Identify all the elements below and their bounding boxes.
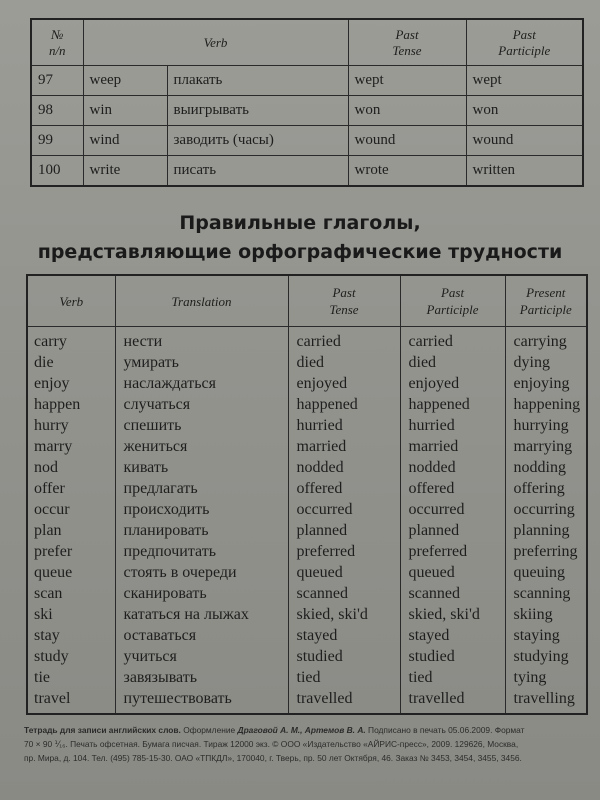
past-tense-cell: studied xyxy=(288,646,400,667)
section-title-line-2: представляющие орфографические трудности xyxy=(37,241,563,263)
translation-cell: учиться xyxy=(115,646,288,667)
past-tense-cell: wound xyxy=(348,126,466,156)
past-participle-cell: queued xyxy=(400,562,505,583)
verb-cell: win xyxy=(83,96,167,126)
past-tense-cell: won xyxy=(348,96,466,126)
verb-cell: carry xyxy=(34,333,67,350)
translation-cell: выигрывать xyxy=(167,96,348,126)
past-participle-cell: wound xyxy=(466,126,583,156)
past-participle-cell: wept xyxy=(466,66,583,96)
past-tense-cell: wrote xyxy=(348,156,466,187)
present-participle-cell: enjoying xyxy=(505,373,587,394)
past-tense-cell: tied xyxy=(288,667,400,688)
translation-cell: кататься на лыжах xyxy=(115,604,288,625)
past-tense-cell: carried xyxy=(288,327,400,353)
verb-cell: wind xyxy=(83,126,167,156)
verb-cell: offer xyxy=(34,480,65,497)
past-participle-cell: preferred xyxy=(400,541,505,562)
table-row xyxy=(27,646,587,667)
past-tense-cell: wept xyxy=(348,66,466,96)
translation-header: Translation xyxy=(115,275,288,327)
past-participle-cell: skied, ski'd xyxy=(400,604,505,625)
verb-cell: enjoy xyxy=(34,375,70,392)
table-row xyxy=(27,457,587,478)
past-tense-cell: hurried xyxy=(288,415,400,436)
table-row xyxy=(27,667,587,688)
translation-cell: стоять в очереди xyxy=(115,562,288,583)
imprint-line-1: Тетрадь для записи английских слов. Оформление Драговой А. М., Артемов В. А. Подписано в печать 05.06.2009. Формат xyxy=(24,725,525,735)
regular-verbs-table xyxy=(26,274,588,715)
row-number: 100 xyxy=(31,156,83,187)
present-participle-cell: hurrying xyxy=(505,415,587,436)
translation-cell: завязывать xyxy=(115,667,288,688)
verb-header: Verb xyxy=(27,275,115,327)
present-participle-cell: carrying xyxy=(505,327,587,353)
past-participle-cell: occurred xyxy=(400,499,505,520)
past-tense-cell: occurred xyxy=(288,499,400,520)
past-tense-cell: happened xyxy=(288,394,400,415)
translation-cell: оставаться xyxy=(115,625,288,646)
verb-cell: stay xyxy=(34,627,60,644)
past-tense-cell: stayed xyxy=(288,625,400,646)
table-header-row xyxy=(31,19,583,66)
verb-cell: tie xyxy=(34,669,50,686)
past-tense-cell: travelled xyxy=(288,688,400,714)
present-participle-cell: queuing xyxy=(505,562,587,583)
translation-cell: наслаждаться xyxy=(115,373,288,394)
translation-cell: кивать xyxy=(115,457,288,478)
imprint-line-3: пр. Мира, д. 104. Тел. (495) 785-15-30. ОАО «ТПКДЛ», 170040, г. Тверь, пр. 50 лет Октября, 46. Заказ № 3453, 3454, 3455, 3456. xyxy=(24,753,522,763)
past-tense-cell: planned xyxy=(288,520,400,541)
past-participle-cell: nodded xyxy=(400,457,505,478)
table-row xyxy=(27,562,587,583)
translation-cell: умирать xyxy=(115,352,288,373)
present-participle-cell: staying xyxy=(505,625,587,646)
past-participle-cell: studied xyxy=(400,646,505,667)
past-tense-cell: married xyxy=(288,436,400,457)
present-participle-cell: dying xyxy=(505,352,587,373)
past-participle-cell: scanned xyxy=(400,583,505,604)
past-participle-cell: married xyxy=(400,436,505,457)
past-participle-cell: happened xyxy=(400,394,505,415)
translation-cell: случаться xyxy=(115,394,288,415)
present-participle-cell: skiing xyxy=(505,604,587,625)
present-participle-cell: preferring xyxy=(505,541,587,562)
present-participle-cell: scanning xyxy=(505,583,587,604)
translation-cell: планировать xyxy=(115,520,288,541)
present-participle-cell: occurring xyxy=(505,499,587,520)
verb-cell: plan xyxy=(34,522,62,539)
row-number: 97 xyxy=(31,66,83,96)
table-row xyxy=(27,373,587,394)
present-participle-cell: travelling xyxy=(505,688,587,714)
past-participle-header: Past Participle xyxy=(400,275,505,327)
table-row xyxy=(27,352,587,373)
present-participle-cell: offering xyxy=(505,478,587,499)
table-row xyxy=(31,66,583,96)
verb-cell: travel xyxy=(34,690,71,707)
past-tense-cell: offered xyxy=(288,478,400,499)
verb-cell: study xyxy=(34,648,69,665)
table-row xyxy=(27,478,587,499)
verb-cell: hurry xyxy=(34,417,69,434)
translation-cell: сканировать xyxy=(115,583,288,604)
table-row xyxy=(27,415,587,436)
translation-cell: предпочитать xyxy=(115,541,288,562)
translation-cell: писать xyxy=(167,156,348,187)
verb-cell: queue xyxy=(34,564,73,581)
present-participle-cell: planning xyxy=(505,520,587,541)
verb-cell: happen xyxy=(34,396,81,413)
past-tense-cell: queued xyxy=(288,562,400,583)
past-participle-cell: stayed xyxy=(400,625,505,646)
table-row xyxy=(27,436,587,457)
present-participle-cell: tying xyxy=(505,667,587,688)
translation-cell: происходить xyxy=(115,499,288,520)
past-tense-cell: enjoyed xyxy=(288,373,400,394)
table-row xyxy=(27,327,587,353)
past-participle-cell: planned xyxy=(400,520,505,541)
table-header-row xyxy=(27,275,587,327)
number-header: № п/п xyxy=(31,19,83,66)
past-participle-header: Past Participle xyxy=(466,19,583,66)
past-participle-cell: carried xyxy=(400,327,505,353)
past-tense-header: Past Tense xyxy=(288,275,400,327)
table-row xyxy=(27,520,587,541)
present-participle-cell: studying xyxy=(505,646,587,667)
verb-cell: scan xyxy=(34,585,63,602)
past-participle-cell: hurried xyxy=(400,415,505,436)
translation-cell: предлагать xyxy=(115,478,288,499)
verb-cell: write xyxy=(83,156,167,187)
table-row xyxy=(27,604,587,625)
table-row xyxy=(27,583,587,604)
verb-cell: nod xyxy=(34,459,58,476)
table-row xyxy=(27,394,587,415)
section-title-line-1: Правильные глаголы, xyxy=(179,212,421,234)
verb-header: Verb xyxy=(83,19,348,66)
verb-cell: marry xyxy=(34,438,73,455)
past-tense-cell: skied, ski'd xyxy=(288,604,400,625)
translation-cell: спешить xyxy=(115,415,288,436)
verb-cell: occur xyxy=(34,501,70,518)
imprint-line-2: 70 × 90 ⅟₁₆. Печать офсетная. Бумага писчая. Тираж 12000 экз. © ООО «Издательство «АЙРИС-пресс», 2009. 129626, Москва, xyxy=(24,739,519,749)
past-tense-cell: died xyxy=(288,352,400,373)
verb-cell: prefer xyxy=(34,543,73,560)
verb-cell: ski xyxy=(34,606,53,623)
past-participle-cell: offered xyxy=(400,478,505,499)
table-row xyxy=(27,625,587,646)
past-tense-cell: nodded xyxy=(288,457,400,478)
table-row xyxy=(27,541,587,562)
irregular-verbs-table xyxy=(30,18,584,187)
table-row xyxy=(31,126,583,156)
present-participle-cell: marrying xyxy=(505,436,587,457)
table-row xyxy=(27,499,587,520)
past-participle-cell: died xyxy=(400,352,505,373)
present-participle-cell: happening xyxy=(505,394,587,415)
translation-cell: жениться xyxy=(115,436,288,457)
past-tense-header: Past Tense xyxy=(348,19,466,66)
row-number: 98 xyxy=(31,96,83,126)
table-row xyxy=(31,96,583,126)
verb-cell: weep xyxy=(83,66,167,96)
translation-cell: заводить (часы) xyxy=(167,126,348,156)
past-tense-cell: scanned xyxy=(288,583,400,604)
past-participle-cell: won xyxy=(466,96,583,126)
past-participle-cell: written xyxy=(466,156,583,187)
present-participle-cell: nodding xyxy=(505,457,587,478)
row-number: 99 xyxy=(31,126,83,156)
verb-cell: die xyxy=(34,354,54,371)
table-row xyxy=(27,688,587,714)
present-participle-header: Present Participle xyxy=(505,275,587,327)
past-participle-cell: travelled xyxy=(400,688,505,714)
past-tense-cell: preferred xyxy=(288,541,400,562)
translation-cell: нести xyxy=(115,327,288,353)
imprint-footer xyxy=(24,723,584,765)
past-participle-cell: tied xyxy=(400,667,505,688)
translation-cell: плакать xyxy=(167,66,348,96)
past-participle-cell: enjoyed xyxy=(400,373,505,394)
table-row xyxy=(31,156,583,187)
translation-cell: путешествовать xyxy=(115,688,288,714)
